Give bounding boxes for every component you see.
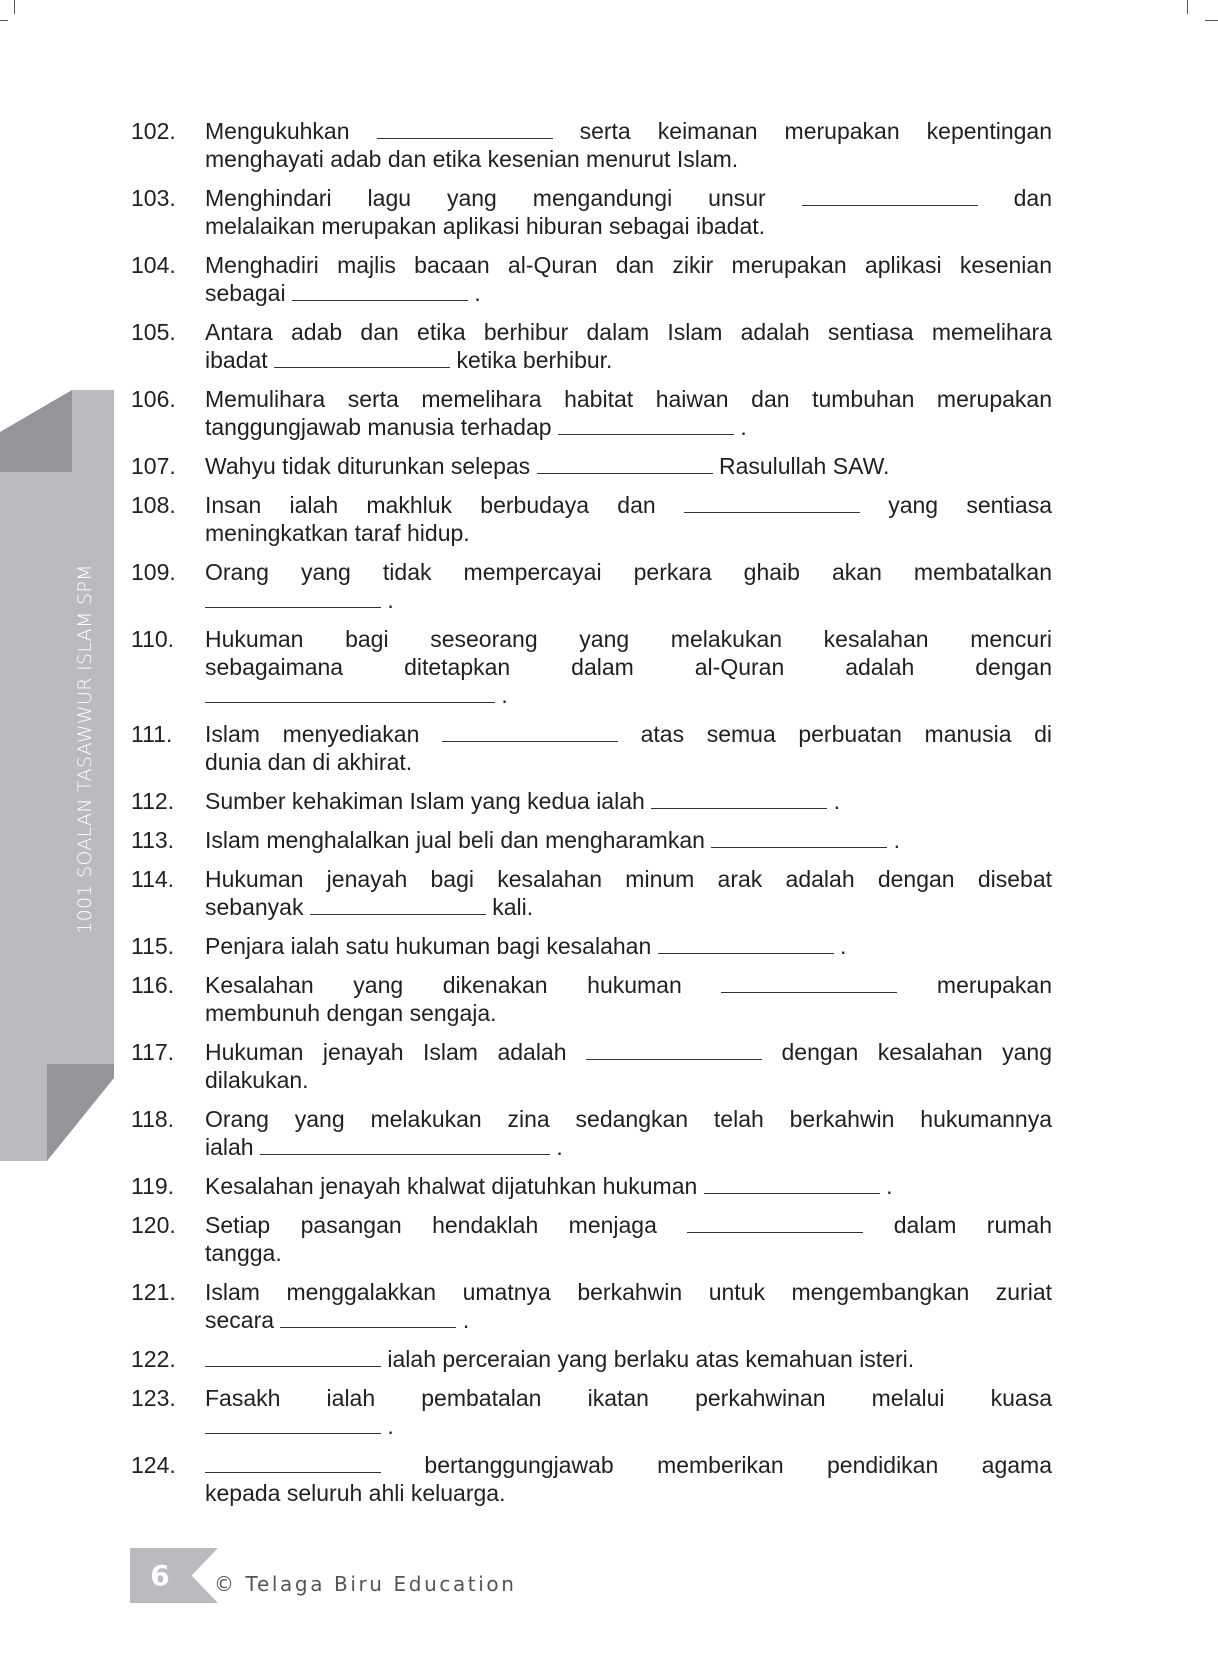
question-text-segment: atas semua perbuatan manusia di	[618, 721, 1052, 747]
question-text	[205, 932, 1052, 960]
question-number: 113.	[131, 827, 175, 853]
question-text-segment: Islam menghalalkan jual beli dan mengharamkan	[205, 827, 712, 853]
question-text	[205, 452, 1052, 480]
question-line	[205, 413, 1052, 441]
question-item	[131, 1211, 1052, 1267]
question-line	[205, 826, 1052, 854]
question-text	[205, 1038, 1052, 1094]
question-line	[205, 1345, 1052, 1373]
question-line	[205, 145, 1052, 173]
question-line	[205, 653, 1052, 681]
question-item	[131, 625, 1052, 709]
question-text-segment: merupakan	[897, 972, 1052, 998]
question-text	[205, 318, 1052, 374]
question-text-segment: kepada seluruh ahli keluarga.	[205, 1480, 506, 1506]
question-text	[205, 184, 1052, 240]
question-text	[205, 1384, 1052, 1440]
question-text-segment: Fasakh ialah pembatalan ikatan perkahwinan melalui kuasa	[205, 1385, 1052, 1411]
question-text-segment: dengan kesalahan yang	[762, 1039, 1052, 1065]
question-item	[131, 1345, 1052, 1373]
question-number: 109.	[131, 559, 176, 585]
question-number: 115.	[131, 933, 175, 959]
question-number: 112.	[131, 788, 175, 814]
question-item	[131, 452, 1052, 480]
question-line	[205, 625, 1052, 653]
answer-blank[interactable]	[205, 1454, 381, 1473]
question-text	[205, 117, 1052, 173]
question-text-segment: Mengukuhkan	[205, 118, 377, 144]
question-item	[131, 558, 1052, 614]
answer-blank[interactable]	[558, 416, 734, 435]
question-number: 105.	[131, 319, 176, 345]
question-number: 107.	[131, 453, 176, 479]
question-text-segment: dilakukan.	[205, 1067, 309, 1093]
question-list	[131, 117, 1052, 1518]
question-text-segment: .	[381, 587, 394, 613]
question-line	[205, 787, 1052, 815]
question-item	[131, 787, 1052, 815]
question-text-segment: dan	[977, 185, 1052, 211]
question-text-segment: serta keimanan merupakan kepentingan	[552, 118, 1052, 144]
answer-blank[interactable]	[292, 282, 468, 301]
question-line	[205, 1479, 1052, 1507]
crop-mark-top-left-h	[0, 20, 8, 21]
question-text-segment: Hukuman bagi seseorang yang melakukan kesalahan mencuri	[205, 626, 1052, 652]
question-line	[205, 452, 1052, 480]
question-line	[205, 971, 1052, 999]
question-number: 123.	[131, 1385, 176, 1411]
question-item	[131, 318, 1052, 374]
question-text-segment: Menghindari lagu yang mengandungi unsur	[205, 185, 802, 211]
question-text-segment: ialah	[205, 1134, 260, 1160]
question-line	[205, 865, 1052, 893]
crop-mark-top-right	[1187, 0, 1188, 14]
page-number: 6	[150, 1559, 170, 1592]
question-text-segment: yang sentiasa	[859, 492, 1052, 518]
answer-blank[interactable]	[651, 790, 827, 809]
answer-blank[interactable]	[280, 1309, 456, 1328]
question-number: 108.	[131, 492, 176, 518]
question-text-segment: sebagai	[205, 280, 292, 306]
question-item	[131, 1278, 1052, 1334]
question-text	[205, 1105, 1052, 1161]
question-text-segment: secara	[205, 1307, 281, 1333]
question-item	[131, 865, 1052, 921]
answer-blank[interactable]	[537, 455, 713, 474]
question-line	[205, 279, 1052, 307]
question-line	[205, 385, 1052, 413]
copyright-text: © Telaga Biru Education	[214, 1572, 517, 1596]
question-line	[205, 1038, 1052, 1066]
question-number: 119.	[131, 1173, 175, 1199]
question-line	[205, 1172, 1052, 1200]
question-number: 110.	[131, 626, 175, 652]
answer-blank[interactable]	[704, 1175, 880, 1194]
question-text-segment: dunia dan di akhirat.	[205, 749, 413, 775]
question-text-segment: Kesalahan jenayah khalwat dijatuhkan hukuman	[205, 1173, 704, 1199]
question-text-segment: .	[549, 1134, 563, 1160]
question-number: 117.	[131, 1039, 175, 1065]
answer-blank[interactable]	[310, 896, 486, 915]
question-item	[131, 491, 1052, 547]
question-line	[205, 212, 1052, 240]
question-text	[205, 1211, 1052, 1267]
question-text-segment: Insan ialah makhluk berbudaya dan	[205, 492, 684, 518]
question-line	[205, 720, 1052, 748]
question-text-segment: .	[879, 1173, 893, 1199]
answer-blank[interactable]	[205, 684, 495, 703]
question-line	[205, 893, 1052, 921]
question-text-segment: tanggungjawab manusia terhadap	[205, 414, 558, 440]
question-text-segment: sebanyak	[205, 894, 310, 920]
crop-mark-top-left	[14, 0, 15, 14]
question-text-segment: Kesalahan yang dikenakan hukuman	[205, 972, 722, 998]
question-text-segment: ialah perceraian yang berlaku atas kemahuan isteri.	[381, 1346, 915, 1372]
answer-blank[interactable]	[205, 1348, 381, 1367]
question-item	[131, 251, 1052, 307]
question-text-segment: bertanggungjawab memberikan pendidikan agama	[381, 1452, 1052, 1478]
question-number: 104.	[131, 252, 176, 278]
question-text-segment: ketika berhibur.	[450, 347, 613, 373]
question-text-segment: Penjara ialah satu hukuman bagi kesalahan	[205, 933, 658, 959]
question-line	[205, 748, 1052, 776]
question-number: 118.	[131, 1106, 175, 1132]
question-text-segment: sebagaimana ditetapkan dalam al-Quran adalah dengan	[205, 654, 1052, 680]
question-text-segment: .	[495, 682, 508, 708]
question-number: 121.	[131, 1279, 176, 1305]
question-line	[205, 1133, 1052, 1161]
answer-blank[interactable]	[377, 120, 553, 139]
crop-mark-top-right-h	[1205, 20, 1218, 21]
question-text-segment: Hukuman jenayah bagi kesalahan minum arak adalah dengan disebat	[205, 866, 1052, 892]
answer-blank[interactable]	[260, 1136, 550, 1155]
question-text-segment: kali.	[485, 894, 534, 920]
question-number: 116.	[131, 972, 175, 998]
question-text-segment: Menghadiri majlis bacaan al-Quran dan zikir merupakan aplikasi kesenian	[205, 252, 1052, 278]
question-line	[205, 491, 1052, 519]
question-text	[205, 491, 1052, 547]
question-line	[205, 1412, 1052, 1440]
question-text-segment: Rasulullah SAW.	[712, 453, 890, 479]
question-text	[205, 1345, 1052, 1373]
question-item	[131, 117, 1052, 173]
question-text-segment: Setiap pasangan hendaklah menjaga	[205, 1212, 688, 1238]
question-text-segment: Memulihara serta memelihara habitat haiwan dan tumbuhan merupakan	[205, 386, 1052, 412]
question-text-segment: .	[827, 788, 840, 814]
sidebar-ribbon	[0, 390, 114, 1161]
question-text-segment: .	[833, 933, 847, 959]
answer-blank[interactable]	[711, 829, 887, 848]
question-line	[205, 1105, 1052, 1133]
question-text-segment: .	[456, 1307, 470, 1333]
question-line	[205, 558, 1052, 586]
answer-blank[interactable]	[205, 1415, 381, 1434]
question-line	[205, 318, 1052, 346]
question-item	[131, 1451, 1052, 1507]
question-text-segment: Islam menyediakan	[205, 721, 442, 747]
question-text-segment: Wahyu tidak diturunkan selepas	[205, 453, 537, 479]
question-text	[205, 826, 1052, 854]
question-text-segment: tangga.	[205, 1240, 282, 1266]
question-text-segment: melalaikan merupakan aplikasi hiburan sebagai ibadat.	[205, 213, 766, 239]
question-text-segment: dalam rumah	[863, 1212, 1052, 1238]
answer-blank[interactable]	[586, 1041, 762, 1060]
answer-blank[interactable]	[721, 974, 897, 993]
question-text-segment: Antara adab dan etika berhibur dalam Islam adalah sentiasa memelihara	[205, 319, 1052, 345]
question-text-segment: meningkatkan taraf hidup.	[205, 520, 470, 546]
question-text-segment: .	[381, 1413, 394, 1439]
question-line	[205, 117, 1052, 145]
question-text	[205, 787, 1052, 815]
question-text	[205, 385, 1052, 441]
question-item	[131, 720, 1052, 776]
question-number: 122.	[131, 1346, 176, 1372]
answer-blank[interactable]	[684, 494, 860, 513]
question-line	[205, 1066, 1052, 1094]
question-line	[205, 932, 1052, 960]
question-text-segment: Hukuman jenayah Islam adalah	[205, 1039, 587, 1065]
question-item	[131, 1105, 1052, 1161]
question-item	[131, 971, 1052, 1027]
question-text	[205, 720, 1052, 776]
question-number: 120.	[131, 1212, 176, 1238]
question-text-segment: Orang yang melakukan zina sedangkan telah berkahwin hukumannya	[205, 1106, 1052, 1132]
question-text	[205, 971, 1052, 1027]
question-line	[205, 586, 1052, 614]
book-title: 1001 SOALAN TASAWWUR ISLAM SPM	[74, 564, 96, 934]
ribbon-shape	[0, 390, 114, 1161]
question-item	[131, 1038, 1052, 1094]
question-text-segment: Islam menggalakkan umatnya berkahwin untuk mengembangkan zuriat	[205, 1279, 1052, 1305]
answer-blank[interactable]	[658, 935, 834, 954]
question-item	[131, 826, 1052, 854]
answer-blank[interactable]	[442, 723, 618, 742]
question-number: 111.	[131, 721, 173, 747]
question-text-segment: menghayati adab dan etika kesenian menurut Islam.	[205, 146, 739, 172]
question-text-segment: Sumber kehakiman Islam yang kedua ialah	[205, 788, 652, 814]
question-line	[205, 999, 1052, 1027]
question-line	[205, 519, 1052, 547]
question-text	[205, 558, 1052, 614]
question-line	[205, 346, 1052, 374]
answer-blank[interactable]	[802, 187, 978, 206]
question-text-segment: .	[733, 414, 747, 440]
question-text-segment: .	[887, 827, 901, 853]
question-text-segment: Orang yang tidak mempercayai perkara ghaib akan membatalkan	[205, 559, 1052, 585]
question-text	[205, 1278, 1052, 1334]
question-number: 124.	[131, 1452, 176, 1478]
answer-blank[interactable]	[274, 349, 450, 368]
question-text-segment: ibadat	[205, 347, 275, 373]
question-number: 114.	[131, 866, 175, 892]
question-item	[131, 1384, 1052, 1440]
question-text	[205, 251, 1052, 307]
question-line	[205, 184, 1052, 212]
question-item	[131, 385, 1052, 441]
question-line	[205, 1451, 1052, 1479]
question-line	[205, 681, 1052, 709]
question-item	[131, 184, 1052, 240]
question-text	[205, 625, 1052, 709]
question-line	[205, 1211, 1052, 1239]
question-number: 103.	[131, 185, 176, 211]
question-line	[205, 1278, 1052, 1306]
question-item	[131, 1172, 1052, 1200]
question-text	[205, 865, 1052, 921]
question-number: 102.	[131, 118, 176, 144]
question-line	[205, 1306, 1052, 1334]
question-text-segment: membunuh dengan sengaja.	[205, 1000, 497, 1026]
question-line	[205, 1384, 1052, 1412]
question-number: 106.	[131, 386, 176, 412]
question-line	[205, 1239, 1052, 1267]
question-text	[205, 1172, 1052, 1200]
question-text	[205, 1451, 1052, 1507]
answer-blank[interactable]	[687, 1214, 863, 1233]
question-text-segment: .	[467, 280, 481, 306]
question-line	[205, 251, 1052, 279]
answer-blank[interactable]	[205, 589, 381, 608]
question-item	[131, 932, 1052, 960]
